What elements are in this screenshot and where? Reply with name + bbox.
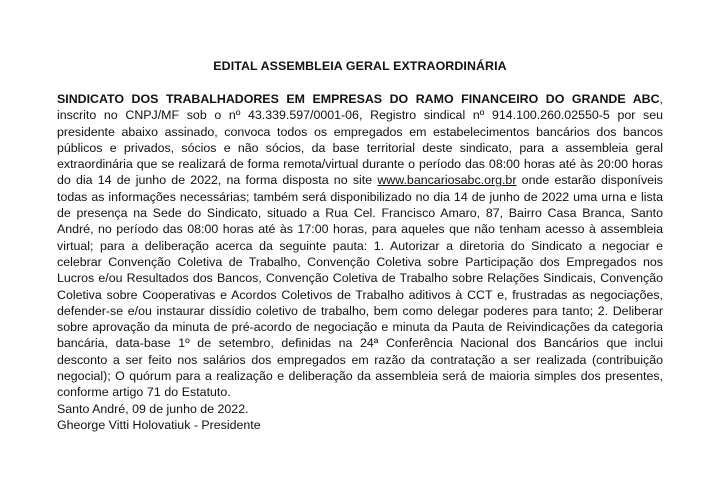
place-date: Santo André, 09 de junho de 2022. [57,401,249,416]
signature: Gheorge Vitti Holovatiuk - Presidente [57,417,261,432]
document-body [57,91,663,401]
body-text-part-2: onde estarão disponíveis todas as informações necessárias; também será disponibilizado no dia 14 de junho de 2022 uma urna e lista de presença na Sede do Sindicato, situado a Rua Cel. Francisco Amaro, 87, Bairro Casa Branca, Santo André, no período das 08:00 horas até às 17:00 horas, para aqueles que não tenham acesso à assembleia virtual; para a deliberação acerca da seguinte pauta: 1. Autorizar a diretoria do Sindicato a negociar e celebrar Convenção Coletiva de Trabalho, Convenção Coletiva sobre Participação dos Empregados nos Lucros e/ou Resultados dos Bancos, Convenção Coletiva de Trabalho sobre Relações Sindicais, Convenção Coletiva sobre Cooperativas e Acordos Coletivos de Trabalho aditivos à CCT e, frustradas as negociações, defender-se e/ou instaurar dissídio coletivo de trabalho, bem como delegar poderes para tanto; 2. Deliberar sobre aprovação da minuta de pré-acordo de negociação e minuta da Pauta de Reivindicações da categoria bancária, data-base 1º de setembro, definidas na 24ª Conferência Nacional dos Bancários que inclui desconto a ser feito nos salários dos empregados em razão da contratação a ser realizada (contribuição negocial); O quórum para a realização e deliberação da assembleia será de maioria simples dos presentes, conforme artigo 71 do Estatuto. [57,173,664,400]
edital-document [57,58,663,433]
document-title: EDITAL ASSEMBLEIA GERAL EXTRAORDINÁRIA [213,59,507,73]
body-text-part-1: , inscrito no CNPJ/MF sob o nº 43.339.597/0001-06, Registro sindical nº 914.100.260.02550-5 por seu presidente abaixo assinado, convoca todos os empregados em estabelecimentos bancários dos bancos públicos e privados, sócios e não sócios, da base territorial deste sindicato, para a assembleia geral extraordinária que se realizará de forma remota/virtual durante o período das 08:00 horas até às 20:00 horas do dia 14 de junho de 2022, na forma disposta no site [57,92,663,188]
entity-name: SINDICATO DOS TRABALHADORES EM EMPRESAS DO RAMO FINANCEIRO DO GRANDE ABC [57,92,660,106]
site-link[interactable]: www.bancariosabc.org.br [377,173,517,188]
